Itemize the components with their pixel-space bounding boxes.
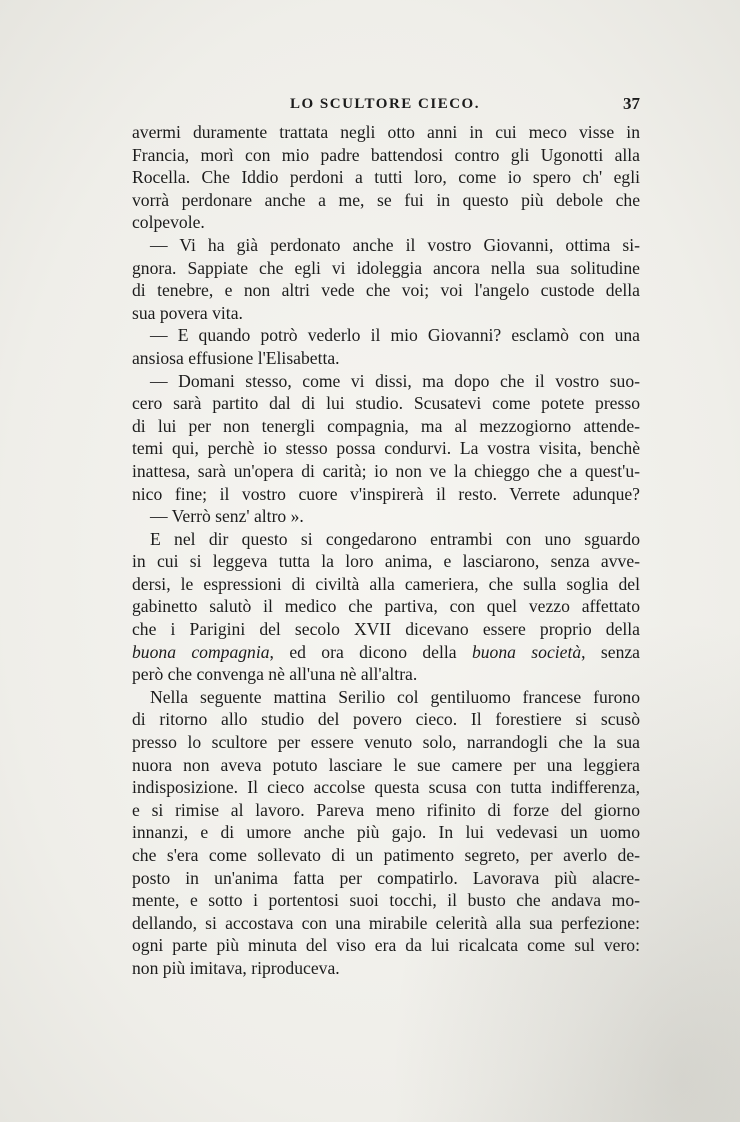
text-line: innanzi, e di umore anche più gajo. In lui vedevasi un uomo — [132, 822, 640, 843]
text-line: dellando, si accostava con una mirabile celerità alla sua perfezione: — [132, 912, 640, 933]
text-segment: , senza — [581, 641, 640, 662]
text-line: Nella seguente mattina Serilio col gentiluomo francese furono — [150, 686, 640, 707]
text-line: — Verrò senz' altro ». — [150, 506, 304, 527]
text-line: presso lo scultore per essere venuto solo, narrandogli che la sua — [132, 732, 640, 753]
text-line: posto in un'anima fatta per compatirlo. Lavorava più alacre- — [132, 867, 640, 888]
text-line: nuora non aveva potuto lasciare le sue camere per una leggiera — [132, 754, 640, 775]
text-line: ansiosa effusione l'Elisabetta. — [132, 347, 340, 368]
text-line: sua povera vita. — [132, 302, 243, 323]
italic-phrase: buona compagnia — [132, 641, 270, 662]
text-line: di ritorno allo studio del povero cieco. Il forestiere si scusò — [132, 709, 640, 730]
text-line: E nel dir questo si congedarono entrambi con uno sguardo — [150, 528, 640, 549]
text-line: però che convenga nè all'una nè all'altra. — [132, 664, 418, 685]
text-line: che i Parigini del secolo XVII dicevano essere proprio della — [132, 619, 640, 640]
text-line: ogni parte più minuta del viso era da lui ricalcata come sul vero: — [132, 935, 640, 956]
page-header — [130, 96, 640, 120]
text-line: mente, e sotto i portentosi suoi tocchi, il busto che andava mo- — [132, 890, 640, 911]
text-line: temi qui, perchè io stesso possa condurvi. La vostra visita, benchè — [132, 438, 640, 459]
running-title: LO SCULTORE CIECO. — [290, 96, 480, 112]
text-line: di lui per non tenergli compagnia, ma al mezzogiorno attende- — [132, 415, 640, 436]
text-line: gabinetto salutò il medico che partiva, con quel vezzo affettato — [132, 596, 640, 617]
text-line: indisposizione. Il cieco accolse questa scusa con tutta indifferenza, — [132, 777, 640, 798]
text-line: non più imitava, riproduceva. — [132, 957, 340, 978]
text-line: Rocella. Che Iddio perdoni a tutti loro, come io spero ch' egli — [132, 167, 640, 188]
text-line: e si rimise al lavoro. Pareva meno rifinito di forze del giorno — [132, 799, 640, 820]
text-line: di tenebre, e non altri vede che voi; voi l'angelo custode della — [132, 280, 640, 301]
text-line: avermi duramente trattata negli otto anni in cui meco visse in — [132, 122, 640, 142]
text-line: — Domani stesso, come vi dissi, ma dopo che il vostro suo- — [150, 370, 640, 391]
text-line: cero sarà partito dal di lui studio. Scusatevi come potete presso — [132, 393, 640, 414]
text-line: che s'era come sollevato di un patimento segreto, per averlo de- — [132, 845, 640, 865]
text-line: in cui si leggeva tutta la loro anima, e lasciarono, senza avve- — [132, 551, 640, 572]
body-text — [132, 121, 640, 980]
text-line: gnora. Sappiate che egli vi idoleggia ancora nella sua solitudine — [132, 257, 640, 278]
text-line: — Vi ha già perdonato anche il vostro Giovanni, ottima si- — [150, 234, 640, 255]
text-line: vorrà perdonare anche a me, se fui in questo più debole che — [132, 189, 640, 210]
text-line: inattesa, sarà un'opera di carità; io non ve la chieggo che a quest'u- — [132, 460, 640, 481]
text-line: Francia, morì con mio padre battendosi contro gli Ugonotti alla — [132, 144, 640, 165]
text-line: colpevole. — [132, 212, 205, 233]
text-segment: , ed ora dicono della — [269, 641, 472, 662]
text-line-mixed — [132, 641, 640, 664]
italic-phrase: buona società — [471, 641, 582, 662]
text-line: nico fine; il vostro cuore v'inspirerà il resto. Verrete adunque? — [132, 483, 640, 504]
text-line: — E quando potrò vederlo il mio Giovanni? esclamò con una — [150, 325, 640, 346]
text-line: dersi, le espressioni di civiltà alla cameriera, che sulla soglia del — [132, 573, 640, 594]
page-number: 37 — [623, 94, 640, 113]
